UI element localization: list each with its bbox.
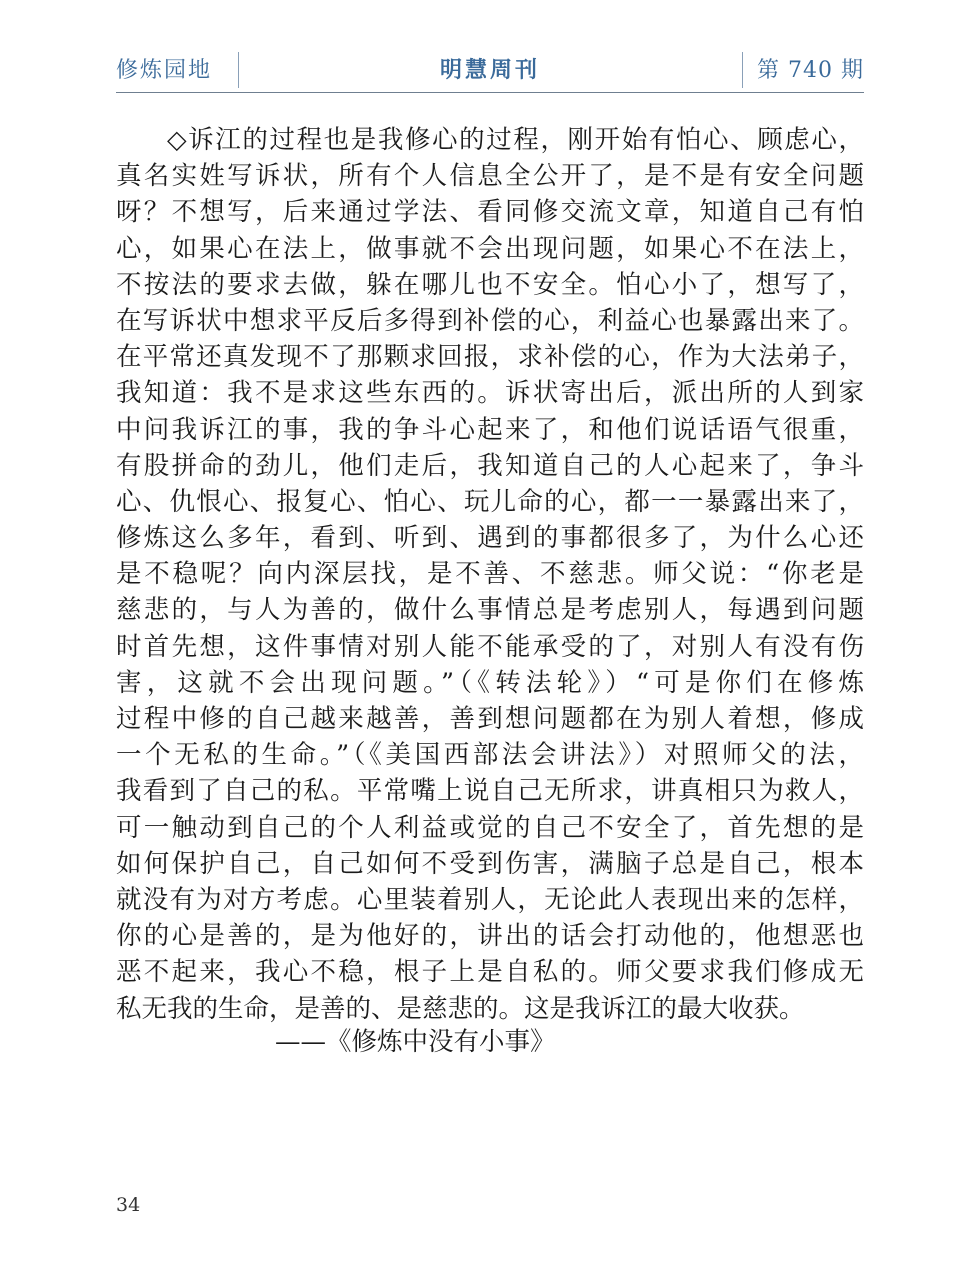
article-line: 不按法的要求去做，躲在哪儿也不安全。怕心小了，想写了， — [116, 269, 864, 300]
article-line: 在写诉状中想求平反后多得到补偿的心，利益心也暴露出来了。 — [116, 305, 864, 336]
article-line: 在平常还真发现不了那颗求回报，求补偿的心，作为大法弟子， — [116, 342, 864, 373]
article-line: 慈悲的，与人为善的，做什么事情总是考虑别人，每遇到问题 — [116, 595, 864, 626]
header-rule — [116, 92, 864, 93]
article-line: 可一触动到自己的个人利益或觉的自己不安全了，首先想的是 — [116, 812, 864, 843]
article-line: 如何保护自己，自己如何不受到伤害，满脑子总是自己，根本 — [116, 848, 864, 879]
article-line: 恶不起来，我心不稳，根子上是自私的。师父要求我们修成无 — [116, 957, 864, 988]
page-number: 34 — [116, 1194, 141, 1216]
article-line: 心、仇恨心、报复心、怕心、玩儿命的心，都一一暴露出来了， — [116, 486, 864, 517]
article-line: 私无我的生命，是善的、是慈悲的。这是我诉江的最大收获。 — [116, 993, 805, 1024]
article-line: 我知道：我不是求这些东西的。诉状寄出后，派出所的人到家 — [116, 378, 864, 409]
publication-title: 明慧周刊 — [439, 57, 540, 83]
article-line: 修炼这么多年，看到、听到、遇到的事都很多了，为什么心还 — [116, 523, 864, 554]
article-line: 心，如果心在法上，做事就不会出现问题，如果心不在法上， — [116, 233, 864, 264]
article-line: 害，这就不会出现问题。”（《转法轮》）“可是你们在修炼 — [116, 667, 864, 698]
page-header — [116, 48, 864, 92]
article-line: 是不稳呢？向内深层找，是不善、不慈悲。师父说：“你老是 — [116, 559, 864, 590]
article-line: 一个无私的生命。”（《美国西部法会讲法》）对照师父的法， — [116, 740, 864, 771]
article-line: 就没有为对方考虑。心里装着别人，无论此人表现出来的怎样， — [116, 884, 864, 915]
header-divider-right — [742, 52, 743, 88]
article-line: 有股拼命的劲儿，他们走后，我知道自己的人心起来了，争斗 — [116, 450, 864, 481]
article-source: ——《修炼中没有小事》 — [275, 1027, 556, 1057]
article-line: 呀？不想写，后来通过学法、看同修交流文章，知道自己有怕 — [116, 197, 864, 228]
article-line: 真名实姓写诉状，所有个人信息全公开了，是不是有安全问题 — [116, 161, 864, 192]
article-line: ◇诉江的过程也是我修心的过程，刚开始有怕心、顾虑心， — [167, 125, 864, 155]
article-line: 时首先想，这件事情对别人能不能承受的了，对别人有没有伤 — [116, 631, 864, 662]
article-line: 你的心是善的，是为他好的，讲出的话会打动他的，他想恶也 — [116, 921, 864, 952]
article-line: 过程中修的自己越来越善，善到想问题都在为别人着想，修成 — [116, 704, 864, 734]
article-line: 我看到了自己的私。平常嘴上说自己无所求，讲真相只为救人， — [116, 776, 864, 807]
article-body — [116, 122, 864, 1027]
article-line: 中问我诉江的事，我的争斗心起来了，和他们说话语气很重， — [116, 414, 864, 445]
section-title: 修炼园地 — [116, 58, 213, 83]
issue-number: 第 740 期 — [757, 58, 864, 83]
